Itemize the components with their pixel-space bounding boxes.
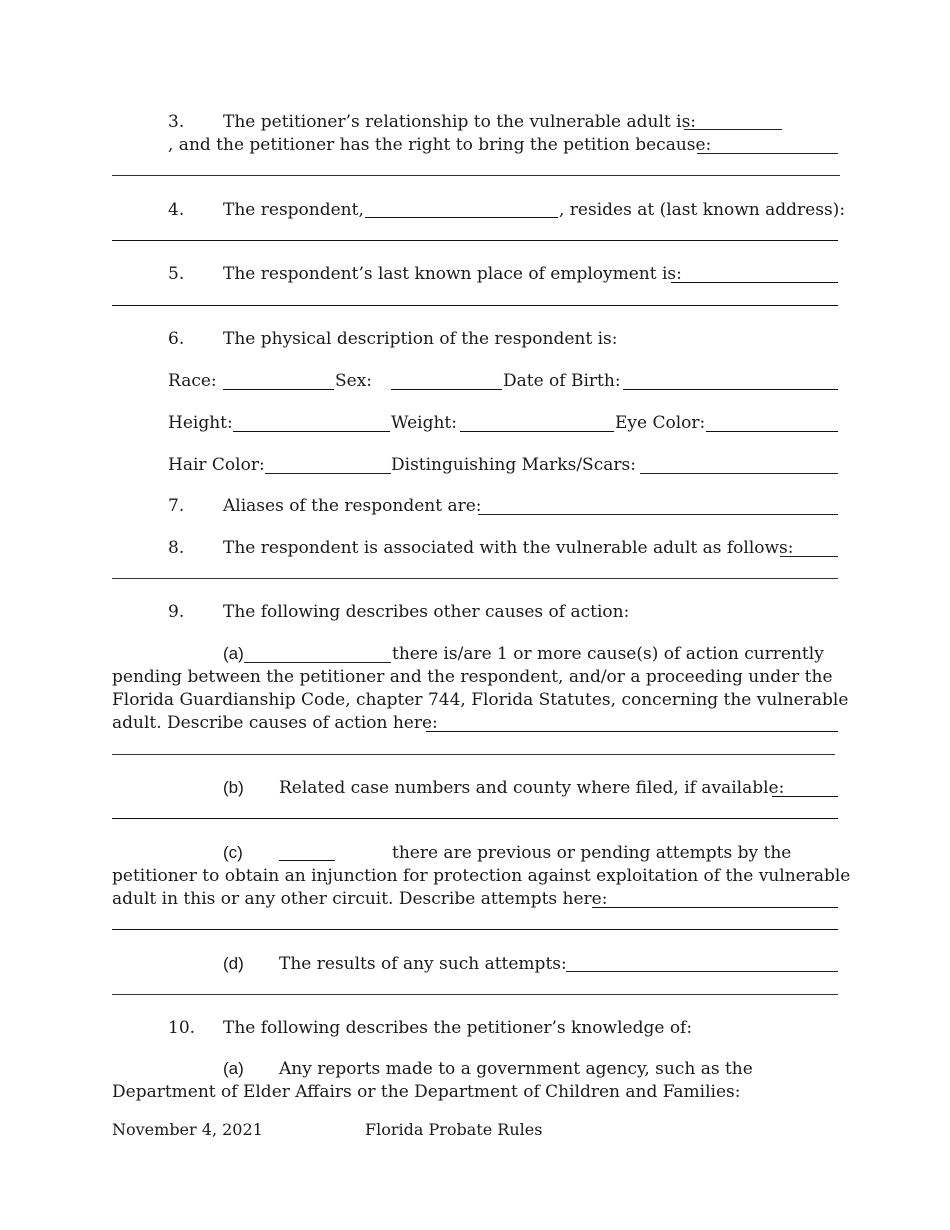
item-9-text: The following describes other causes of action: (223, 602, 630, 622)
item-10a-line-1: Any reports made to a government agency, such as the (279, 1059, 753, 1079)
item-9d-label: (d) (223, 954, 244, 973)
eye-color-blank[interactable] (706, 431, 838, 432)
employment-blank[interactable] (671, 282, 838, 283)
item-9-number: 9. (168, 602, 185, 622)
attempts-blank[interactable] (592, 907, 838, 908)
association-blank[interactable] (780, 556, 838, 557)
item-3-answer-line[interactable] (112, 175, 840, 176)
item-3-text: The petitioner’s relationship to the vulnerable adult is: (223, 112, 697, 132)
case-numbers-blank[interactable] (772, 796, 838, 797)
item-7-number: 7. (168, 496, 185, 516)
item-9a-line-4: adult. Describe causes of action here: (112, 713, 438, 733)
item-10a-label: (a) (223, 1059, 244, 1078)
results-line[interactable] (112, 994, 838, 995)
race-blank[interactable] (223, 389, 334, 390)
item-5-text: The respondent’s last known place of employment is: (223, 264, 682, 284)
item-9a-line-3: Florida Guardianship Code, chapter 744, Florida Statutes, concerning the vulnerable (112, 690, 849, 710)
marks-label: Distinguishing Marks/Scars: (391, 455, 636, 475)
case-numbers-line[interactable] (112, 818, 838, 819)
weight-label: Weight: (391, 413, 457, 433)
item-9a-check-blank[interactable] (244, 662, 391, 663)
item-10-text: The following describes the petitioner’s knowledge of: (223, 1018, 693, 1038)
item-9c-line-2: petitioner to obtain an injunction for protection against exploitation of the vulnerable (112, 866, 851, 886)
aliases-blank[interactable] (478, 514, 838, 515)
causes-of-action-line[interactable] (112, 754, 835, 755)
item-9d-text: The results of any such attempts: (279, 954, 567, 974)
item-9c-line-1: there are previous or pending attempts by the (392, 843, 792, 863)
item-9c-check-blank[interactable] (279, 860, 335, 861)
item-5-number: 5. (168, 264, 185, 284)
item-10a-line-2: Department of Elder Affairs or the Department of Children and Families: (112, 1082, 741, 1102)
footer-date: November 4, 2021 (112, 1120, 263, 1139)
respondent-name-blank[interactable] (365, 217, 558, 218)
association-answer-line[interactable] (112, 578, 838, 579)
item-10-number: 10. (168, 1018, 196, 1038)
causes-of-action-blank[interactable] (426, 731, 838, 732)
item-4-number: 4. (168, 200, 185, 220)
item-8-number: 8. (168, 538, 185, 558)
dob-label: Date of Birth: (503, 371, 621, 391)
eye-color-label: Eye Color: (615, 413, 706, 433)
right-to-petition-blank[interactable] (697, 153, 838, 154)
attempts-line[interactable] (112, 929, 838, 930)
item-4-text-a: The respondent, (223, 200, 364, 220)
height-label: Height: (168, 413, 233, 433)
hair-color-blank[interactable] (265, 473, 391, 474)
hair-color-label: Hair Color: (168, 455, 265, 475)
marks-blank[interactable] (640, 473, 838, 474)
item-6-number: 6. (168, 329, 185, 349)
sex-blank[interactable] (391, 389, 502, 390)
dob-blank[interactable] (623, 389, 838, 390)
employment-answer-line[interactable] (112, 305, 838, 306)
item-9c-line-3: adult in this or any other circuit. Describe attempts here: (112, 889, 608, 909)
item-9a-label: (a) (223, 644, 244, 663)
race-label: Race: (168, 371, 217, 391)
respondent-address-line[interactable] (112, 240, 838, 241)
item-9b-text: Related case numbers and county where filed, if available: (279, 778, 785, 798)
footer-source: Florida Probate Rules (365, 1120, 543, 1139)
item-3-number: 3. (168, 112, 185, 132)
item-4-text-b: , resides at (last known address): (559, 200, 846, 220)
results-blank[interactable] (566, 971, 838, 972)
item-9a-line-1: there is/are 1 or more cause(s) of action currently (392, 644, 824, 664)
sex-label: Sex: (335, 371, 373, 391)
item-6-text: The physical description of the respondent is: (223, 329, 618, 349)
item-8-text: The respondent is associated with the vulnerable adult as follows: (223, 538, 794, 558)
weight-blank[interactable] (460, 431, 614, 432)
item-3-continuation: , and the petitioner has the right to bring the petition because: (168, 135, 712, 155)
item-9a-line-2: pending between the petitioner and the respondent, and/or a proceeding under the (112, 667, 833, 687)
item-7-text: Aliases of the respondent are: (223, 496, 482, 516)
height-blank[interactable] (233, 431, 390, 432)
relationship-blank[interactable] (684, 129, 782, 130)
item-9b-label: (b) (223, 778, 244, 797)
item-9c-label: (c) (223, 843, 243, 862)
